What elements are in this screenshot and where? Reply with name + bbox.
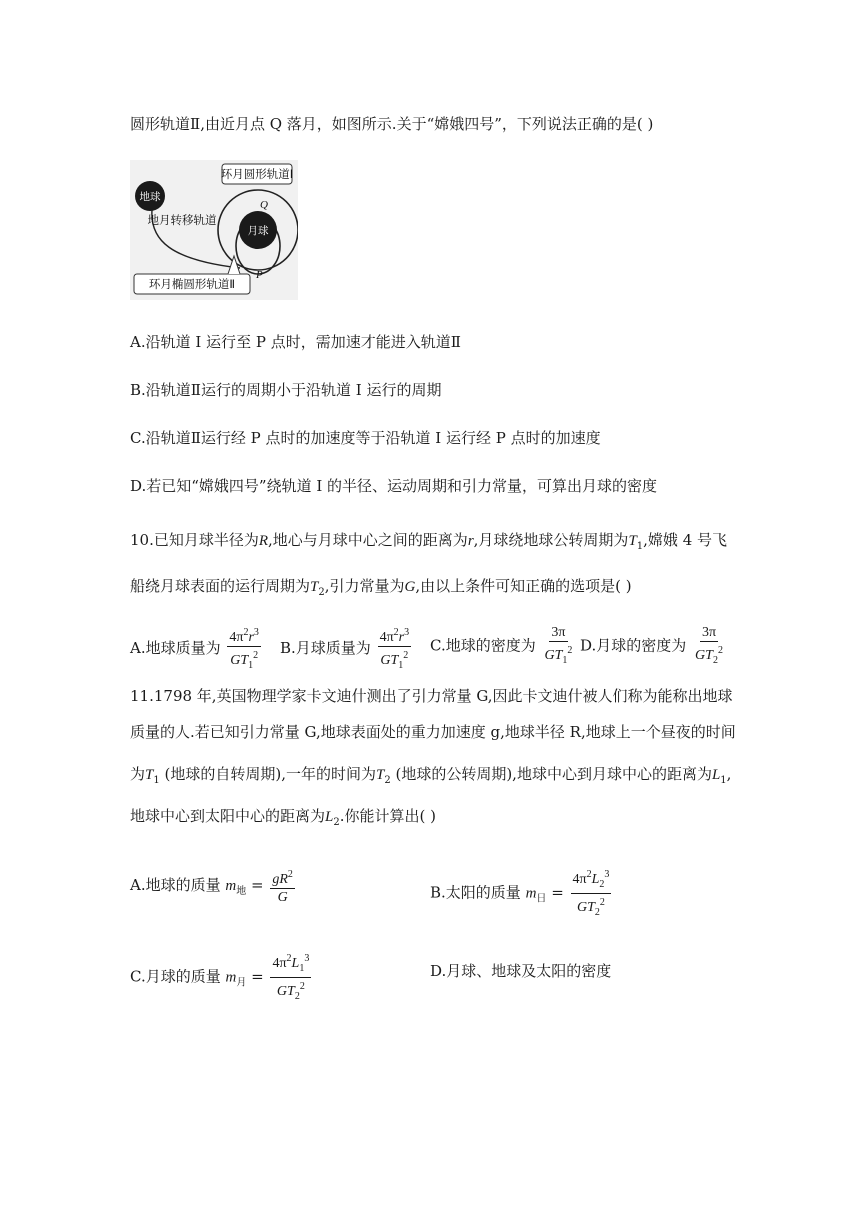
frac-sup: 3 — [304, 953, 310, 964]
q9-option-d: D.若已知“嫦娥四号”绕轨道 I 的半径、运动周期和引力常量，可算出月球的密度 — [130, 477, 658, 495]
q10-var-r-cap: R — [258, 533, 269, 549]
frac-var: G — [695, 648, 706, 663]
label-moon: 月球 — [247, 225, 269, 237]
q10-text: ,月球绕地球公转周期为 — [473, 531, 629, 549]
frac-sup: 2 — [403, 650, 409, 661]
q10-text: ,由以上条件可知正确的选项是( ) — [415, 577, 632, 595]
q10-text: ,引力常量为 — [324, 577, 405, 595]
frac-var: T — [705, 648, 713, 663]
q11-line3: 为$T_1$ (地球的自转周期),一年的时间为$T_2$ (地球的公转周期),地球中心到月球中心的距离为$L_1$, — [130, 765, 732, 786]
q11-var-m: m — [525, 885, 537, 902]
q9-option-c: C.沿轨道Ⅱ运行经 P 点时的加速度等于沿轨道 I 运行经 P 点时的加速度 — [130, 429, 601, 447]
label-p: P — [256, 269, 263, 281]
frac-var: G — [230, 653, 241, 668]
frac-var: G — [577, 900, 588, 915]
q11-line1: 11.1798 年,英国物理学家卡文迪什测出了引力常量 G,因此卡文迪什被人们称为能称出地球 — [130, 687, 733, 705]
orbit-diagram — [130, 160, 298, 300]
q11-option-a: A.地球的质量 $m_地$ = $\frac{gR^2}{G}$ — [130, 866, 297, 906]
q11-var-t: T — [375, 767, 385, 783]
frac-sup: 2 — [243, 627, 249, 638]
q10-option-d-label: D.月球的密度为 — [580, 636, 687, 655]
frac-sup: 2 — [599, 897, 605, 908]
label-transfer: 地月转移轨道 — [147, 213, 217, 227]
frac-var: r — [398, 630, 405, 645]
q10-line1 — [130, 530, 727, 557]
frac-var: T — [554, 648, 563, 663]
q9-option-a: A.沿轨道 I 运行至 P 点时，需加速才能进入轨道Ⅱ — [130, 333, 461, 351]
q11-sub: 1 — [720, 775, 727, 786]
frac-sup: 2 — [393, 627, 399, 638]
fraction — [270, 866, 295, 906]
frac-var: r — [248, 630, 254, 645]
frac-sub: 1 — [299, 963, 305, 974]
fraction — [378, 624, 412, 674]
frac-var: T — [587, 900, 595, 915]
q9-intro: 圆形轨道Ⅱ,由近月点 Q 落月，如图所示.关于“嫦娥四号”，下列说法正确的是( ) — [130, 115, 654, 133]
label-orbit1: 环月圆形轨道Ⅰ — [220, 167, 294, 181]
q10-text: ,嫦娥 4 号飞 — [643, 531, 728, 549]
frac-var: gR — [272, 872, 288, 887]
label-orbit2: 环月椭圆形轨道Ⅱ — [148, 277, 236, 291]
q11-text: (地球的公转周期),地球中心到月球中心的距离为 — [390, 765, 712, 783]
q11-line4 — [130, 806, 436, 833]
q9-option-b: B.沿轨道Ⅱ运行的周期小于沿轨道 I 运行的周期 — [130, 381, 442, 399]
q11-var-m: m — [225, 969, 237, 986]
frac-num: 3π — [701, 625, 717, 640]
fraction — [543, 624, 575, 669]
q11-var-l: L — [325, 809, 334, 825]
frac-var: L — [591, 872, 600, 887]
q10-text: ,地心与月球中心之间的距离为 — [268, 531, 468, 549]
fraction — [270, 950, 311, 1005]
frac-num: 4π — [229, 630, 244, 645]
q10-option-b — [280, 624, 413, 674]
q11-line2: 质量的人.若已知引力常量 G,地球表面处的重力加速度 g,地球半径 R,地球上一个昼夜的时间 — [130, 723, 736, 741]
frac-sub: 2 — [294, 991, 300, 1002]
q10-var-t: T — [628, 533, 637, 549]
frac-sup: 2 — [299, 981, 305, 992]
q11-sub: 1 — [153, 775, 160, 786]
frac-var: T — [240, 653, 249, 668]
orbit-diagram-svg — [130, 160, 298, 300]
frac-sup: 2 — [717, 645, 723, 656]
q10-text: 10.已知月球半径为 — [130, 531, 259, 549]
frac-sub: 1 — [248, 660, 254, 671]
frac-sup: 3 — [253, 627, 259, 638]
q11-sub: 2 — [384, 775, 391, 786]
q10-option-b-label: B.月球质量为 — [280, 639, 371, 657]
q10-line2 — [130, 576, 632, 603]
q10-var-r: r — [467, 533, 474, 549]
q11-option-d: D.月球、地球及太阳的密度 — [430, 962, 612, 980]
frac-sup: 2 — [286, 953, 292, 964]
frac-sub: 2 — [594, 907, 600, 918]
q11-text: (地球的自转周期),一年的时间为 — [159, 765, 376, 783]
label-q: Q — [260, 199, 268, 211]
q10-sub: 1 — [636, 541, 644, 552]
q11-option-b: B.太阳的质量 $m_日$ = $\frac{4\pi^2L_2^3}{GT_2^2}$ — [430, 866, 613, 921]
q11-option-b-label: B.太阳的质量 — [430, 883, 521, 902]
frac-var: G — [276, 984, 288, 999]
q11-option-c: C.月球的质量 $m_月$ = $\frac{4\pi^2L_1^3}{GT_2^2}$ — [130, 950, 313, 1005]
frac-var: G — [277, 890, 288, 905]
q11-sub: 月 — [236, 977, 247, 989]
frac-var: L — [291, 956, 300, 971]
q11-option-a-label: A.地球的质量 — [130, 876, 221, 894]
q11-sub: 日 — [536, 893, 547, 905]
q10-option-c — [430, 624, 576, 669]
frac-sup: 2 — [287, 869, 293, 880]
q11-option-c-label: C.月球的质量 — [130, 967, 221, 986]
fraction — [693, 624, 725, 669]
frac-num: 4π — [379, 630, 394, 645]
q10-sub: 2 — [318, 587, 325, 598]
fraction — [571, 866, 612, 921]
fraction — [227, 624, 261, 674]
q11-sub: 2 — [333, 817, 340, 828]
q10-text: 船绕月球表面的运行周期为 — [130, 577, 311, 595]
q10-option-c-label: C.地球的密度为 — [430, 636, 536, 655]
frac-var: G — [380, 653, 391, 668]
q11-var-l: L — [711, 767, 721, 783]
frac-sup: 2 — [253, 650, 259, 661]
frac-sub: 1 — [398, 660, 404, 671]
frac-sup: 2 — [586, 869, 592, 880]
frac-sup: 2 — [567, 645, 573, 656]
frac-var: G — [544, 648, 555, 663]
q11-text: 地球中心到太阳中心的距离为 — [130, 807, 326, 825]
frac-sup: 3 — [404, 627, 410, 638]
frac-sub: 2 — [599, 879, 605, 890]
frac-var: T — [390, 653, 399, 668]
q11-text: .你能计算出( ) — [339, 807, 436, 825]
frac-num: 4π — [572, 872, 587, 887]
frac-num: 4π — [272, 956, 287, 971]
q10-var-t: T — [310, 579, 319, 595]
frac-sub: 1 — [562, 655, 568, 666]
frac-num: 3π — [551, 625, 566, 640]
frac-var: T — [287, 984, 295, 999]
q11-var-t: T — [145, 767, 154, 783]
q10-option-a-label: A.地球质量为 — [130, 639, 221, 657]
frac-sub: 2 — [712, 655, 718, 666]
q10-option-a — [130, 624, 263, 674]
q11-var-m: m — [225, 878, 237, 894]
label-earth: 地球 — [139, 191, 161, 203]
q11-sub: 地 — [236, 886, 247, 897]
frac-sup: 3 — [604, 869, 610, 880]
q11-text: 为 — [130, 765, 146, 783]
q10-option-d — [580, 624, 727, 669]
q10-var-g: G — [404, 579, 416, 595]
